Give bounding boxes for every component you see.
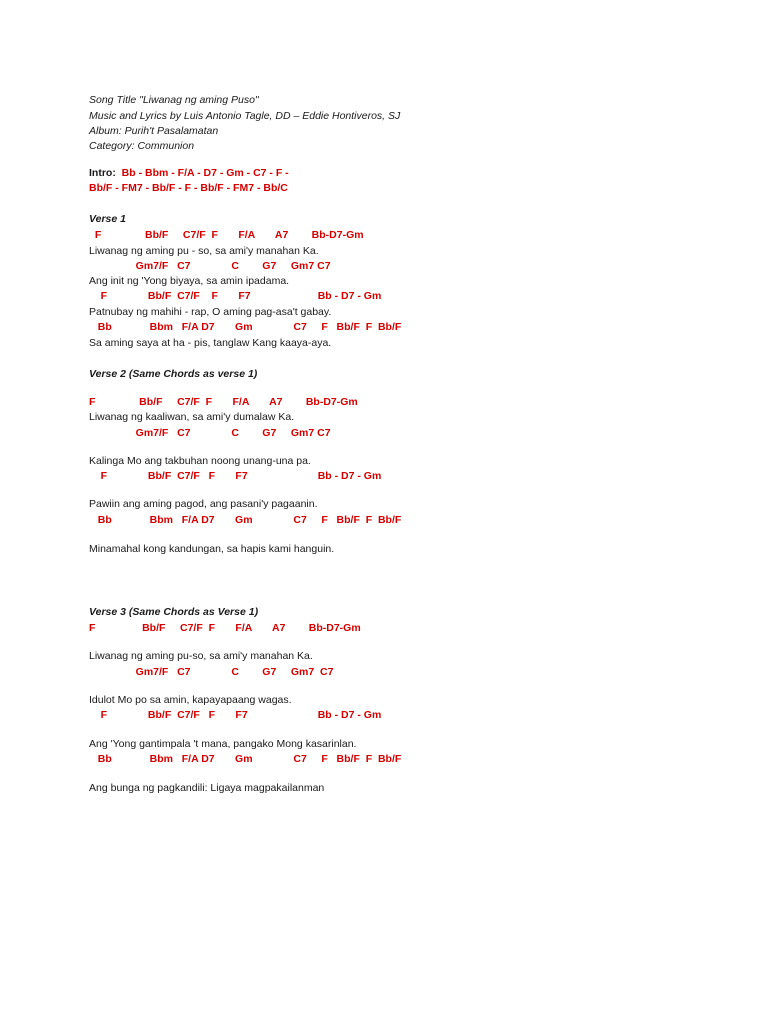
verse-3-lyric-2: Idulot Mo po sa amin, kapayapaang wagas.: [89, 694, 292, 706]
verse-1-lyric-4: Sa aming saya at ha - pis, tanglaw Kang kaaya-aya.: [89, 337, 332, 349]
verse-1-heading: Verse 1: [89, 213, 126, 225]
verse-1-chords-1: F Bb/F C7/F F F/A A7 Bb-D7-Gm: [89, 229, 364, 241]
song-title: Song Title "Liwanag ng aming Puso": [89, 94, 259, 106]
verse-1-chords-2: Gm7/F C7 C G7 Gm7 C7: [89, 260, 331, 272]
intro-label: Intro:: [89, 167, 116, 179]
verse-3-lyric-4: Ang bunga ng pagkandili: Ligaya magpakailanman: [89, 782, 325, 794]
verse-3-chords-1: F Bb/F C7/F F F/A A7 Bb-D7-Gm: [89, 622, 361, 634]
verse-2-chords-2: Gm7/F C7 C G7 Gm7 C7: [89, 427, 331, 439]
verse-1-chords-3: F Bb/F C7/F F F7 Bb - D7 - Gm: [89, 290, 382, 302]
verse-1-lyric-3: Patnubay ng mahihi - rap, O aming pag-asa't gabay.: [89, 306, 332, 318]
verse-3-heading: Verse 3 (Same Chords as Verse 1): [89, 606, 259, 618]
verse-1-lyric-1: Liwanag ng aming pu - so, sa ami'y manahan Ka.: [89, 245, 319, 257]
song-credits: Music and Lyrics by Luis Antonio Tagle, DD – Eddie Hontiveros, SJ: [89, 110, 401, 122]
verse-2-lyric-3: Pawiin ang aming pagod, ang pasani'y pagaanin.: [89, 498, 318, 510]
verse-3-chords-2: Gm7/F C7 C G7 Gm7 C7: [89, 666, 334, 678]
intro-chords-1: Bb - Bbm - F/A - D7 - Gm - C7 - F -: [115, 167, 289, 179]
song-album: Album: Purih't Pasalamatan: [89, 125, 219, 137]
intro-line-1: [89, 167, 289, 180]
verse-3-lyric-1: Liwanag ng aming pu-so, sa ami'y manahan Ka.: [89, 650, 313, 662]
verse-2-chords-4: Bb Bbm F/A D7 Gm C7 F Bb/F F Bb/F: [89, 514, 402, 526]
verse-2-heading: Verse 2 (Same Chords as verse 1): [89, 368, 258, 380]
verse-3-chords-4: Bb Bbm F/A D7 Gm C7 F Bb/F F Bb/F: [89, 753, 402, 765]
verse-2-lyric-4: Minamahal kong kandungan, sa hapis kami hanguin.: [89, 543, 335, 555]
verse-3-lyric-3: Ang 'Yong gantimpala 't mana, pangako Mong kasarinlan.: [89, 738, 357, 750]
verse-1-chords-4: Bb Bbm F/A D7 Gm C7 F Bb/F F Bb/F: [89, 321, 402, 333]
verse-2-lyric-1: Liwanag ng kaaliwan, sa ami'y dumalaw Ka.: [89, 411, 295, 423]
song-category: Category: Communion: [89, 140, 195, 152]
verse-2-chords-1: F Bb/F C7/F F F/A A7 Bb-D7-Gm: [89, 396, 358, 408]
intro-chords-2: Bb/F - FM7 - Bb/F - F - Bb/F - FM7 - Bb/C: [89, 182, 288, 194]
verse-3-chords-3: F Bb/F C7/F F F7 Bb - D7 - Gm: [89, 709, 382, 721]
verse-1-lyric-2: Ang init ng 'Yong biyaya, sa amin ipadama.: [89, 275, 290, 287]
verse-2-lyric-2: Kalinga Mo ang takbuhan noong unang-una pa.: [89, 455, 311, 467]
verse-2-chords-3: F Bb/F C7/F F F7 Bb - D7 - Gm: [89, 470, 382, 482]
